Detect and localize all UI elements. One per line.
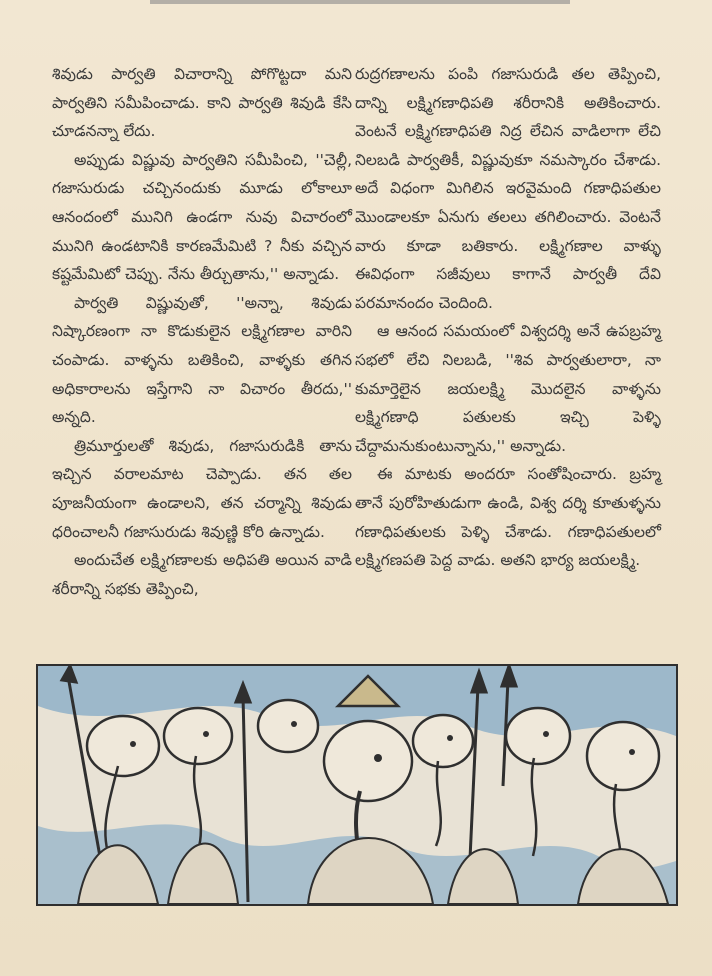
paragraph-3: పార్వతి విష్ణువుతో, ''అన్నా, శివుడు నిష్కారణంగా నా కొడుకులైన లక్ష్మిగణాల వారిని చంపాడు. వాళ్ళను బతికించి, వాళ్ళకు తగిన అధికారాలను ఇస్తేగాని నా విచారం తీరదు,'' అన్నది. [52, 293, 352, 427]
paragraph-4: త్రిమూర్తులతో శివుడు, గజాసురుడికి తాను ఇచ్చిన వరాలమాట చెప్పాడు. తన తల పూజనీయంగా ఉండాలని, తన చర్మాన్ని శివుడు ధరించాలనీ గజాసురుడు శివుణ్ణి కోరి ఉన్నాడు. [52, 436, 352, 541]
paragraph-1: శివుడు పార్వతి విచారాన్ని పోగొట్టదా మని పార్వతిని సమీపించాడు. కాని పార్వతి శివుడి కేసి చూడనన్నా లేదు. [52, 65, 352, 141]
illustration-ganesha-assembly [36, 664, 678, 906]
top-edge-mark [150, 0, 570, 4]
illustration-drawing [38, 666, 676, 904]
left-text-column [52, 60, 352, 603]
right-text-column [355, 60, 661, 575]
paragraph-7: ఆ ఆనంద సమయంలో విశ్వదర్శి అనే ఉపబ్రహ్మ సభలో లేచి నిలబడి, ''శివ పార్వతులారా, నా కుమార్తెలైన జయలక్ష్మి మొదలైన వాళ్ళను లక్ష్మిగణాధి పతులకు ఇచ్చి పెళ్ళి చేద్దామనుకుంటున్నాను,'' అన్నాడు. [355, 322, 661, 455]
paragraph-6: రుద్రగణాలను పంపి గజాసురుడి తల తెప్పించి, దాన్ని లక్ష్మిగణాధిపతి శరీరానికి అతికించారు. వెంటనే లక్ష్మిగణాధిపతి నిద్ర లేచిన వాడిలాగా లేచి నిలబడి పార్వతికీ, విష్ణువుకూ నమస్కారం చేశాడు. అదే విధంగా మిగిలిన ఇరవైమంది గణాధిపతుల మొండాలకూ ఏనుగు తలలు తగిలించారు. వెంటనే వారు కూడా బతికారు. లక్ష్మిగణాల వాళ్ళు ఈవిధంగా సజీవులు కాగానే పార్వతీ దేవి పరమానందం చెందింది. [355, 65, 661, 312]
paragraph-8: ఈ మాటకు అందరూ సంతోషించారు. బ్రహ్మ తానే పురోహితుడుగా ఉండి, విశ్వ దర్శి కూతుళ్ళను గణాధిపతులకు పెళ్ళి చేశాడు. గణాధిపతులలో లక్ష్మిగణపతి పెద్ద వాడు. అతని భార్య జయలక్ష్మి. [355, 465, 661, 570]
paragraph-2: అప్పుడు విష్ణువు పార్వతిని సమీపించి, ''చెల్లీ, గజాసురుడు చచ్చినందుకు మూడు లోకాలూ ఆనందంలో మునిగి ఉండగా నువు విచారంలో మునిగి ఉండటానికి కారణమేమిటి ? నీకు వచ్చిన కష్టమేమిటో చెప్పు. నేను తీర్చుతాను,'' అన్నాడు. [52, 150, 352, 284]
paragraph-5: అందుచేత లక్ష్మిగణాలకు అధిపతి అయిన వాడి శరీరాన్ని సభకు తెప్పించి, [52, 551, 352, 598]
